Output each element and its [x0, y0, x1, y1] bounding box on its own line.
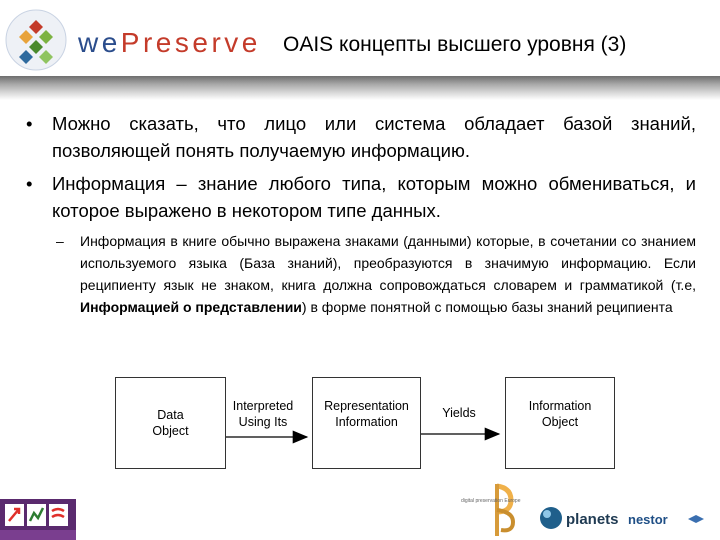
dp-caption: digital preservation Europe	[461, 498, 521, 504]
nestor-logo-icon	[628, 510, 706, 528]
eu-ist-logo-icon	[0, 499, 76, 540]
nestor-wordmark: nestor	[628, 512, 668, 527]
bullet-item	[22, 110, 696, 164]
sub-bullet-item	[22, 230, 696, 318]
slide-body	[22, 110, 696, 318]
information-object-box: Information Object	[505, 377, 615, 469]
sub-bullet-marker: –	[56, 233, 64, 249]
digital-preservation-europe-logo-icon	[461, 480, 531, 538]
yields-label: Yields	[442, 406, 476, 420]
data-object-box: Data Object	[115, 377, 226, 469]
interpreted-label: Interpreted Using Its	[232, 399, 294, 429]
bullet-text: Можно сказать, что лицо или система обладает базой знаний, позволяющей понять получаемую информацию.	[52, 113, 696, 161]
brand-wordmark: wePreserve	[78, 27, 261, 58]
slide-header	[0, 0, 720, 80]
sub-bullet-text-after: ) в форме понятной с помощью базы знаний реципиента	[301, 299, 673, 315]
oais-diagram	[115, 377, 605, 469]
sub-bullet-bold-term: Информацией о представлении	[80, 299, 302, 315]
wepreserve-logo-icon	[4, 4, 68, 76]
bullet-marker: •	[26, 173, 33, 194]
sub-bullet-text-before: Информация в книге обычно выражена знаками (данными) которые, в сочетании со знанием используемого языка (База знаний), преобразуются в значимую информацию. Если реципиенту язык не знаком, книга должна сопровождаться словарем и грамматикой (т.е,	[80, 233, 696, 293]
planets-logo-icon	[538, 503, 624, 533]
bullet-marker: •	[26, 113, 33, 134]
slide-title: OAIS концепты высшего уровня (3)	[283, 33, 627, 56]
bullet-text: Информация – знание любого типа, которым можно обмениваться, и которое выражено в некотором типе данных.	[52, 173, 696, 221]
bullet-item	[22, 170, 696, 224]
planets-wordmark: planets	[566, 511, 619, 528]
representation-information-box: Representation Information	[312, 377, 421, 469]
header-divider	[0, 76, 720, 100]
